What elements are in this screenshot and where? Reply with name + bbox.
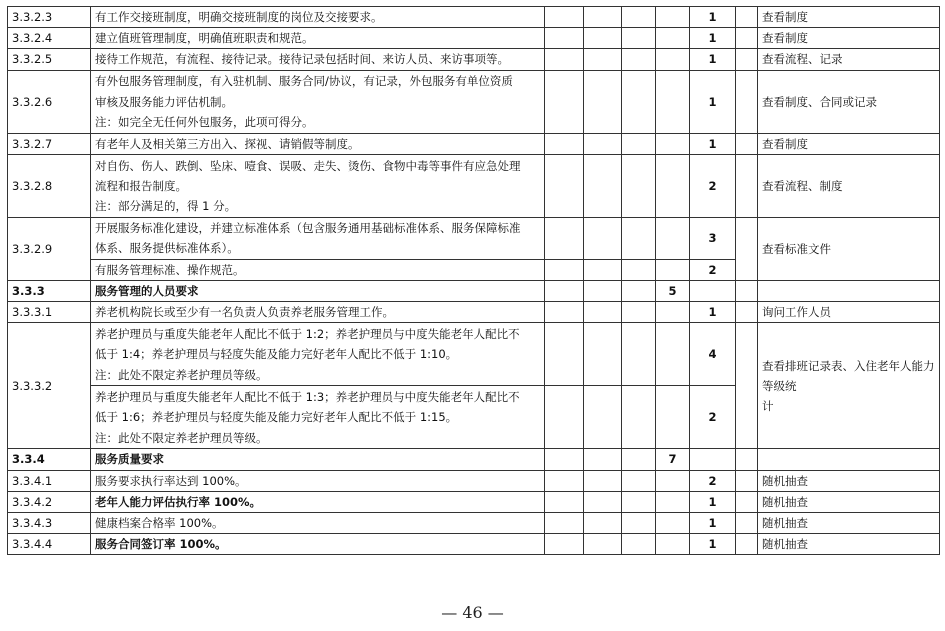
item-code: 3.3.4.2 xyxy=(8,491,91,512)
requirement-line: 对自伤、伤人、跌倒、坠床、噎食、误吸、走失、烫伤、食物中毒等事件有应急处理 xyxy=(95,158,521,173)
item-requirement: 有老年人及相关第三方出入、探视、请销假等制度。 xyxy=(91,133,545,154)
item-requirement xyxy=(91,323,545,386)
requirement-note: 注：如完全无任何外包服务，此项可得分。 xyxy=(95,114,314,129)
requirement-line: 有外包服务管理制度，有入驻机制、服务合同/协议，有记录，外包服务有单位资质 xyxy=(95,74,513,89)
item-method: 随机抽查 xyxy=(758,513,940,534)
item-code: 3.3.2.8 xyxy=(8,154,91,217)
item-method: 查看流程、制度 xyxy=(758,154,940,217)
section-total: 5 xyxy=(656,281,690,302)
item-method xyxy=(758,323,940,449)
table-row xyxy=(8,217,940,259)
section-title: 服务质量要求 xyxy=(91,449,545,470)
item-method: 随机抽查 xyxy=(758,491,940,512)
requirement-line: 养老护理员与重度失能老年人配比不低于 1:3；养老护理员与中度失能老年人配比不 xyxy=(95,390,520,405)
table-row xyxy=(8,534,940,555)
requirement-line: 体系、服务提供标准体系）。 xyxy=(95,241,239,256)
table-row xyxy=(8,49,940,70)
section-total: 7 xyxy=(656,449,690,470)
item-method: 随机抽查 xyxy=(758,534,940,555)
item-requirement: 建立值班管理制度，明确值班职责和规范。 xyxy=(91,28,545,49)
section-code: 3.3.3 xyxy=(8,281,91,302)
item-score: 2 xyxy=(690,154,736,217)
method-line: 计 xyxy=(762,399,774,414)
item-score: 2 xyxy=(690,386,736,449)
section-row xyxy=(8,281,940,302)
item-score: 4 xyxy=(690,323,736,386)
requirement-note: 注：此处不限定养老护理员等级。 xyxy=(95,430,268,445)
item-method: 查看标准文件 xyxy=(758,217,940,280)
item-code: 3.3.2.9 xyxy=(8,217,91,280)
section-code: 3.3.4 xyxy=(8,449,91,470)
item-code: 3.3.2.6 xyxy=(8,70,91,133)
item-score: 2 xyxy=(690,470,736,491)
item-requirement: 服务要求执行率达到 100%。 xyxy=(91,470,545,491)
item-requirement xyxy=(91,217,545,259)
table-row xyxy=(8,513,940,534)
item-score: 3 xyxy=(690,217,736,259)
requirement-line: 流程和报告制度。 xyxy=(95,178,187,193)
requirement-line: 低于 1:6；养老护理员与轻度失能及能力完好老年人配比不低于 1:15。 xyxy=(95,410,458,425)
item-requirement xyxy=(91,386,545,449)
item-score: 1 xyxy=(690,133,736,154)
item-requirement: 接待工作规范，有流程、接待记录。接待记录包括时间、来访人员、来访事项等。 xyxy=(91,49,545,70)
table-row xyxy=(8,28,940,49)
item-score: 1 xyxy=(690,513,736,534)
item-requirement xyxy=(91,70,545,133)
item-method: 查看流程、记录 xyxy=(758,49,940,70)
item-requirement: 有工作交接班制度，明确交接班制度的岗位及交接要求。 xyxy=(91,7,545,28)
evaluation-table xyxy=(7,6,940,555)
table-row xyxy=(8,302,940,323)
section-title: 服务管理的人员要求 xyxy=(91,281,545,302)
requirement-note: 注：此处不限定养老护理员等级。 xyxy=(95,367,268,382)
item-requirement xyxy=(91,259,545,280)
table-row xyxy=(8,7,940,28)
item-code: 3.3.2.5 xyxy=(8,49,91,70)
item-method: 查看制度 xyxy=(758,28,940,49)
table-row xyxy=(8,491,940,512)
table-row xyxy=(8,470,940,491)
item-score: 1 xyxy=(690,70,736,133)
item-code: 3.3.4.1 xyxy=(8,470,91,491)
item-code: 3.3.4.4 xyxy=(8,534,91,555)
item-score: 1 xyxy=(690,491,736,512)
item-method: 查看制度 xyxy=(758,133,940,154)
item-code: 3.3.3.1 xyxy=(8,302,91,323)
requirement-line: 有服务管理标准、操作规范。 xyxy=(95,262,245,277)
item-score: 1 xyxy=(690,28,736,49)
table-row xyxy=(8,323,940,386)
item-score: 1 xyxy=(690,7,736,28)
item-code: 3.3.2.3 xyxy=(8,7,91,28)
item-code: 3.3.2.4 xyxy=(8,28,91,49)
item-score: 1 xyxy=(690,49,736,70)
item-method: 随机抽查 xyxy=(758,470,940,491)
requirement-line: 低于 1:4；养老护理员与轻度失能及能力完好老年人配比不低于 1:10。 xyxy=(95,347,458,362)
item-score: 1 xyxy=(690,302,736,323)
requirement-line: 养老护理员与重度失能老年人配比不低于 1:2；养老护理员与中度失能老年人配比不 xyxy=(95,327,520,342)
requirement-line: 审核及服务能力评估机制。 xyxy=(95,94,233,109)
item-code: 3.3.4.3 xyxy=(8,513,91,534)
item-requirement: 服务合同签订率 100%。 xyxy=(91,534,545,555)
item-requirement: 健康档案合格率 100%。 xyxy=(91,513,545,534)
item-requirement: 老年人能力评估执行率 100%。 xyxy=(91,491,545,512)
item-requirement xyxy=(91,154,545,217)
table-row xyxy=(8,133,940,154)
section-row xyxy=(8,449,940,470)
requirement-note: 注：部分满足的，得 1 分。 xyxy=(95,198,237,213)
item-code: 3.3.2.7 xyxy=(8,133,91,154)
table-row xyxy=(8,70,940,133)
item-score: 1 xyxy=(690,534,736,555)
item-score: 2 xyxy=(690,259,736,280)
method-line: 查看排班记录表、入住老年人能力等级统 xyxy=(762,358,935,393)
item-method: 查看制度 xyxy=(758,7,940,28)
table-row xyxy=(8,154,940,217)
item-method: 查看制度、合同或记录 xyxy=(758,70,940,133)
item-requirement: 养老机构院长或至少有一名负责人负责养老服务管理工作。 xyxy=(91,302,545,323)
item-code: 3.3.3.2 xyxy=(8,323,91,449)
page-number: — 46 — xyxy=(441,603,504,622)
requirement-line: 开展服务标准化建设，并建立标准体系（包含服务通用基础标准体系、服务保障标准 xyxy=(95,221,521,236)
item-method: 询问工作人员 xyxy=(758,302,940,323)
